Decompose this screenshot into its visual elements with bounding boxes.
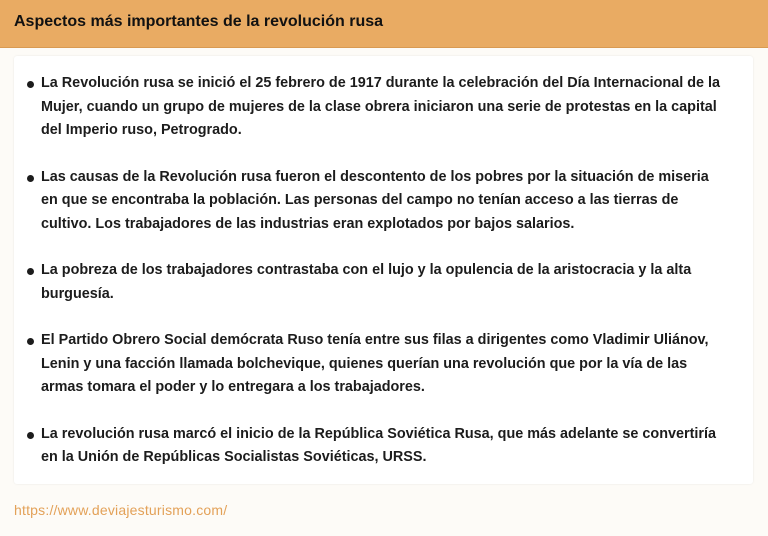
list-item: [14, 423, 724, 470]
list-item-text: La revolución rusa marcó el inicio de la República Soviética Rusa, que más adelante se convertiría en la Unión de Repúblicas Socialistas Soviéticas, URSS.: [41, 425, 717, 465]
page-title: Aspectos más importantes de la revolución rusa: [14, 13, 384, 30]
list-item-text: Las causas de la Revolución rusa fueron el descontento de los pobres por la situación de miseria en que se encontraba la población. Las personas del campo no tenían acceso a las tierras de cultivo. Los trabajadores de las industrias eran explotados por bajos salarios.: [41, 168, 709, 232]
bullet-dot-icon: [27, 175, 34, 182]
bullet-dot-icon: [27, 338, 34, 345]
bullet-list: [14, 72, 724, 493]
list-item: [14, 166, 724, 237]
content-card: [14, 56, 753, 484]
list-item-text: La Revolución rusa se inició el 25 febrero de 1917 durante la celebración del Día Internacional de la Mujer, cuando un grupo de mujeres de la clase obrera iniciaron una serie de protestas en la capital del Imperio ruso, Petrogrado.: [41, 75, 721, 138]
source-link[interactable]: https://www.deviajesturismo.com/: [14, 502, 228, 518]
list-item-text: La pobreza de los trabajadores contrastaba con el lujo y la opulencia de la aristocracia y la alta burguesía.: [41, 262, 692, 302]
bullet-dot-icon: [27, 432, 34, 439]
bullet-dot-icon: [27, 81, 34, 88]
header-bar: [0, 0, 768, 48]
list-item: [14, 329, 724, 400]
bullet-dot-icon: [27, 268, 34, 275]
list-item-text: El Partido Obrero Social demócrata Ruso tenía entre sus filas a dirigentes como Vladimir Uliánov, Lenin y una facción llamada bolchevique, quienes querían una revolución que por la vía de las armas tomara el poder y lo entregara a los trabajadores.: [41, 332, 709, 395]
list-item: [14, 259, 724, 306]
list-item: [14, 72, 724, 143]
